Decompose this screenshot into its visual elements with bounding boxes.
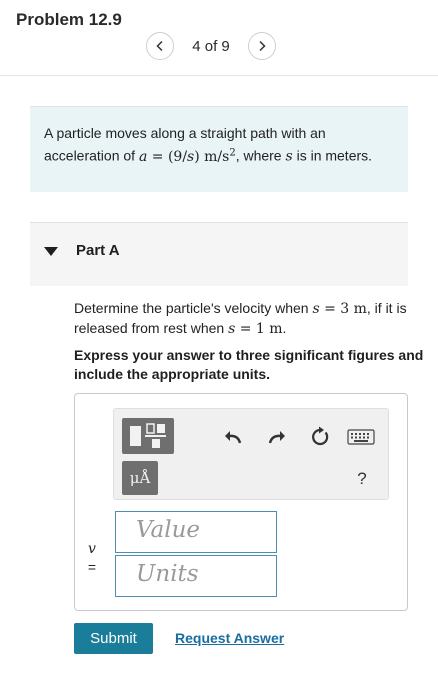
problem-title: Problem 12.9: [16, 10, 122, 29]
reset-icon: [309, 426, 331, 448]
eq-exponent: 2: [229, 147, 236, 158]
chevron-right-icon: [256, 40, 268, 52]
templates-button[interactable]: [122, 418, 174, 454]
undo-button[interactable]: [222, 425, 246, 449]
cond-1-var: s: [312, 301, 320, 317]
undo-icon: [224, 427, 244, 447]
keyboard-icon: [347, 429, 375, 445]
question-text: [74, 299, 414, 339]
redo-button[interactable]: [264, 425, 288, 449]
problem-header: [0, 0, 438, 76]
math-toolbar: [113, 408, 389, 500]
problem-text-before: A particle moves along a straight path with an acceleration of: [44, 125, 326, 164]
units-input[interactable]: Units: [115, 555, 277, 597]
answer-variable-label: [85, 540, 99, 576]
variable-v: v: [88, 541, 96, 557]
value-input[interactable]: Value: [115, 511, 277, 553]
submit-button[interactable]: Submit: [74, 623, 153, 654]
eq-units: ) m/s: [194, 148, 230, 165]
question-text-3: .: [282, 320, 287, 336]
eq-var-a: a: [138, 148, 148, 165]
var-s: s: [285, 148, 293, 165]
problem-text-middle: , where: [235, 147, 286, 164]
next-problem-button[interactable]: [248, 32, 276, 60]
question-text-2: , if it is released from rest when: [74, 300, 407, 336]
cond-2-value: = 1 m: [235, 321, 283, 337]
help-button[interactable]: [350, 467, 374, 491]
units-label: μÅ: [129, 469, 151, 487]
part-a-header[interactable]: [30, 222, 408, 286]
chevron-left-icon: [154, 40, 166, 52]
answer-instructions: Express your answer to three significant figures and include the appropriate units.: [74, 347, 424, 382]
previous-problem-button[interactable]: [146, 32, 174, 60]
eq-part: = (9/: [147, 148, 188, 165]
help-icon: ?: [357, 469, 367, 488]
caret-down-icon[interactable]: [44, 247, 58, 257]
eq-var-s: s: [187, 148, 195, 165]
page-indicator: 4 of 9: [192, 38, 230, 55]
acceleration-equation: [139, 149, 236, 165]
units-button[interactable]: [122, 461, 158, 495]
part-label: Part A: [76, 242, 120, 259]
request-answer-link[interactable]: Request Answer: [175, 630, 285, 646]
redo-icon: [266, 427, 286, 447]
keyboard-button[interactable]: [346, 425, 376, 449]
templates-icon: [128, 422, 168, 450]
equals-sign: =: [87, 559, 97, 575]
reset-button[interactable]: [308, 425, 332, 449]
problem-text-after: is in meters.: [292, 147, 373, 164]
question-text-1: Determine the particle's velocity when: [74, 300, 313, 316]
cond-1-value: = 3 m: [319, 301, 367, 317]
cond-2-var: s: [228, 321, 236, 337]
problem-statement: [30, 106, 408, 192]
answer-panel: [74, 393, 408, 611]
